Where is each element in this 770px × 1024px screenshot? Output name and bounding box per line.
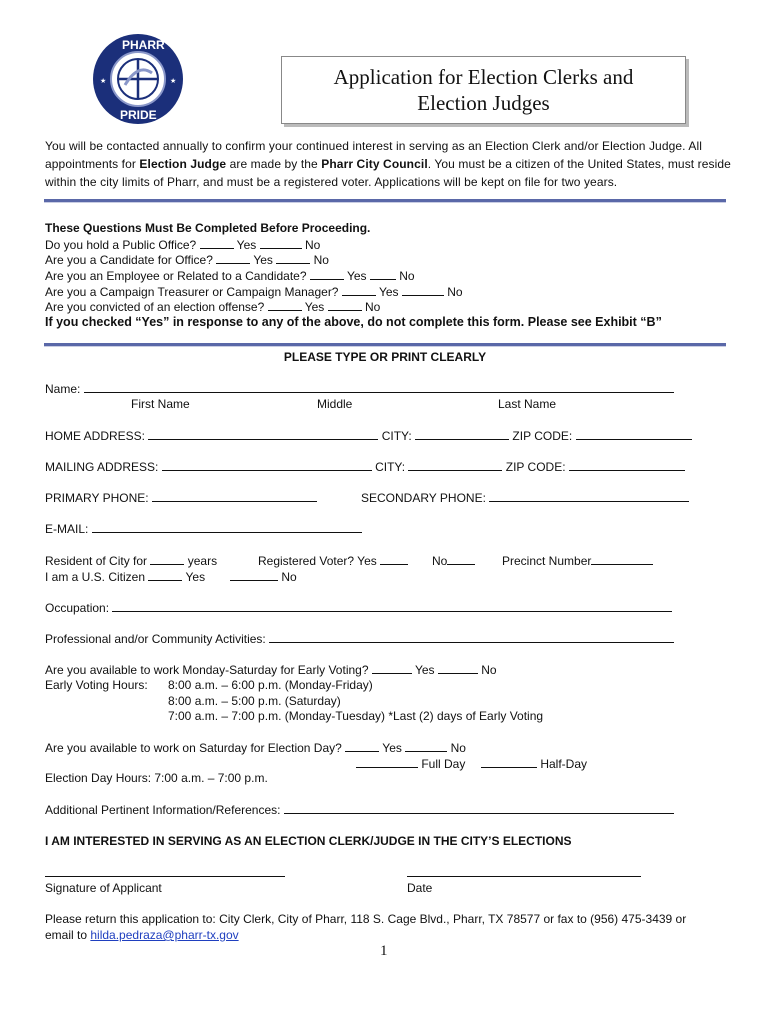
questions-warning: If you checked “Yes” in response to any of the above, do not complete this form. Please see Exhibit “B”	[45, 315, 662, 329]
early-voting-hours-label: Early Voting Hours:	[45, 678, 148, 692]
public-office-no-line[interactable]	[260, 237, 302, 249]
resident-years-field[interactable]	[150, 553, 184, 565]
divider-2	[44, 343, 726, 347]
citizen-row: I am a U.S. Citizen Yes	[45, 570, 206, 584]
election-day-yes-line[interactable]	[345, 740, 379, 752]
candidate-no-line[interactable]	[276, 252, 310, 264]
mailing-city-field[interactable]	[408, 459, 502, 471]
registered-voter-yes-line[interactable]	[380, 553, 408, 565]
activities-row: Professional and/or Community Activities:	[45, 631, 674, 647]
print-clearly-heading: PLEASE TYPE OR PRINT CLEARLY	[283, 350, 487, 364]
occupation-row: Occupation:	[45, 600, 672, 616]
signature-label: Signature of Applicant	[45, 881, 162, 895]
email-field[interactable]	[92, 521, 362, 533]
mailing-zip-field[interactable]	[569, 459, 685, 471]
citizen-no-line[interactable]	[230, 569, 278, 581]
employee-yes-line[interactable]	[310, 268, 344, 280]
clerk-email-link[interactable]: hilda.pedraza@pharr-tx.gov	[90, 928, 239, 942]
question-public-office: Do you hold a Public Office? Yes No	[45, 238, 321, 252]
name-row: Name:	[45, 381, 674, 397]
email-return-row: email to hilda.pedraza@pharr-tx.gov	[45, 928, 239, 942]
mailing-address-row: MAILING ADDRESS: CITY: ZIP CODE:	[45, 459, 685, 475]
svg-text:★: ★	[100, 78, 107, 85]
date-label: Date	[407, 881, 433, 895]
precinct-row: Precinct Number	[502, 553, 653, 569]
last-name-label: Last Name	[498, 397, 557, 411]
election-day-hours: Election Day Hours: 7:00 a.m. – 7:00 p.m.	[45, 771, 268, 785]
full-day-line[interactable]	[356, 756, 418, 768]
home-address-field[interactable]	[148, 428, 378, 440]
citizen-yes-line[interactable]	[148, 569, 182, 581]
election-day-question: Are you available to work on Saturday for Election Day? Yes No	[45, 741, 466, 755]
divider-1	[44, 199, 726, 203]
candidate-yes-line[interactable]	[216, 252, 250, 264]
activities-field[interactable]	[269, 631, 674, 643]
half-day-row: Half-Day	[481, 756, 587, 772]
early-voting-question: Are you available to work Monday-Saturday for Early Voting? Yes No	[45, 663, 497, 677]
precinct-number-field[interactable]	[591, 553, 653, 565]
interest-statement: I AM INTERESTED IN SERVING AS AN ELECTION CLERK/JUDGE IN THE CITY’S ELECTIONS	[45, 834, 572, 848]
return-instructions: Please return this application to: City Clerk, City of Pharr, 118 S. Cage Blvd., Pharr, TX 78577 or fax to (956) 475-3439 or	[45, 912, 687, 926]
question-convicted: Are you convicted of an election offense? Yes No	[45, 300, 381, 314]
campaign-no-line[interactable]	[402, 284, 444, 296]
logo-bottom-text: PRIDE	[120, 108, 157, 122]
additional-info-row: Additional Pertinent Information/References:	[45, 802, 674, 818]
question-candidate: Are you a Candidate for Office? Yes No	[45, 253, 329, 267]
employee-no-line[interactable]	[370, 268, 396, 280]
title-line-1: Application for Election Clerks and	[333, 65, 634, 89]
election-day-no-line[interactable]	[405, 740, 447, 752]
half-day-line[interactable]	[481, 756, 537, 768]
registered-voter-no-line[interactable]	[447, 553, 475, 565]
questions-heading: These Questions Must Be Completed Before Proceeding.	[45, 221, 371, 235]
convicted-yes-line[interactable]	[268, 299, 302, 311]
home-city-field[interactable]	[415, 428, 509, 440]
early-hours-2: 8:00 a.m. – 5:00 p.m. (Saturday)	[168, 694, 341, 708]
email-row: E-MAIL:	[45, 521, 362, 537]
signature-line[interactable]	[45, 876, 285, 877]
early-hours-1: 8:00 a.m. – 6:00 p.m. (Monday-Friday)	[168, 678, 373, 692]
primary-phone-field[interactable]	[152, 490, 317, 502]
campaign-yes-line[interactable]	[342, 284, 376, 296]
first-name-label: First Name	[131, 397, 190, 411]
full-day-row: Full Day	[356, 756, 465, 772]
convicted-no-line[interactable]	[328, 299, 362, 311]
secondary-phone-row: SECONDARY PHONE:	[361, 490, 689, 506]
secondary-phone-field[interactable]	[489, 490, 689, 502]
occupation-field[interactable]	[112, 600, 672, 612]
mailing-address-field[interactable]	[162, 459, 372, 471]
title-line-2: Election Judges	[417, 91, 550, 115]
intro-paragraph: You will be contacted annually to confirm your continued interest in serving as an Election Clerk and/or Election Judge. All appointments for Election Judge are made by the Pharr City Council. You must be a citizen of the United States, must reside within the city limits of Pharr, and must be a registered voter. Applications will be kept on file for two years.	[45, 139, 731, 189]
date-line[interactable]	[407, 876, 641, 877]
public-office-yes-line[interactable]	[200, 237, 234, 249]
svg-text:★: ★	[170, 78, 177, 85]
registered-voter-no: No	[432, 553, 475, 569]
resident-row: Resident of City for years	[45, 554, 218, 568]
early-voting-no-line[interactable]	[438, 662, 478, 674]
early-hours-3: 7:00 a.m. – 7:00 p.m. (Monday-Tuesday) *Last (2) days of Early Voting	[168, 709, 544, 723]
name-field[interactable]	[84, 381, 674, 393]
page-number: 1	[380, 943, 388, 959]
middle-name-label: Middle	[317, 397, 353, 411]
early-voting-yes-line[interactable]	[372, 662, 412, 674]
citizen-no: No	[230, 569, 297, 585]
primary-phone-row: PRIMARY PHONE:	[45, 490, 317, 506]
registered-voter-row: Registered Voter? Yes	[258, 553, 408, 569]
home-address-row: HOME ADDRESS: CITY: ZIP CODE:	[45, 428, 692, 444]
form-title-box	[281, 56, 686, 124]
pharr-pride-logo	[92, 33, 184, 125]
question-campaign: Are you a Campaign Treasurer or Campaign Manager? Yes No	[45, 285, 463, 299]
question-employee: Are you an Employee or Related to a Candidate? Yes No	[45, 269, 415, 283]
home-zip-field[interactable]	[576, 428, 692, 440]
logo-top-text: PHARR	[122, 38, 165, 52]
additional-info-field[interactable]	[284, 802, 674, 814]
